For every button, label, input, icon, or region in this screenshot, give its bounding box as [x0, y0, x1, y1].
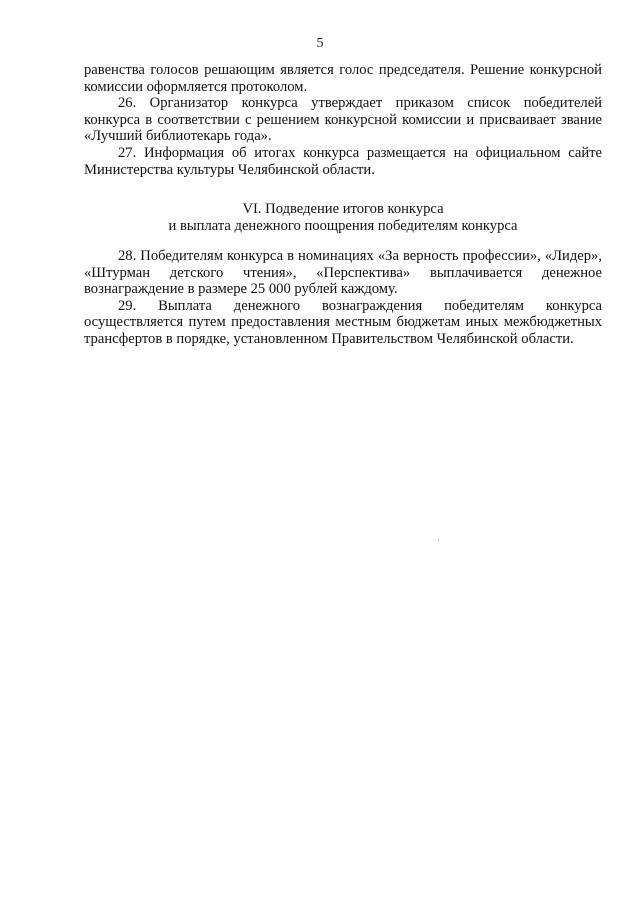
scan-speck: [438, 540, 439, 541]
section-title-line-2: и выплата денежного поощрения победителям конкурса: [168, 217, 518, 234]
text-block-bottom: [84, 248, 602, 348]
text-block-top: [84, 62, 602, 178]
page-number: 5: [316, 36, 324, 51]
section-title-line-1: VI. Подведение итогов конкурса: [242, 201, 444, 217]
paragraph-26: 26. Организатор конкурса утверждает приказом список победителей конкурса в соответствии с решением конкурсной комиссии и присваивает звание «Лучший библиотекарь года».: [84, 95, 602, 145]
paragraph-continuation: равенства голосов решающим является голос председателя. Решение конкурсной комиссии оформляется протоколом.: [84, 62, 602, 95]
paragraph-27: 27. Информация об итогах конкурса размещается на официальном сайте Министерства культуры Челябинской области.: [84, 144, 602, 178]
section-heading: [84, 201, 602, 234]
paragraph-29: 29. Выплата денежного вознаграждения победителям конкурса осуществляется путем предоставления местным бюджетам иных межбюджетных трансфертов в порядке, установленном Правительством Челябинской области.: [84, 297, 602, 347]
paragraph-28: 28. Победителям конкурса в номинациях «За верность профессии», «Лидер», «Штурман детского чтения», «Перспектива» выплачивается денежное вознаграждение в размере 25 000 рублей каждому.: [84, 248, 602, 298]
